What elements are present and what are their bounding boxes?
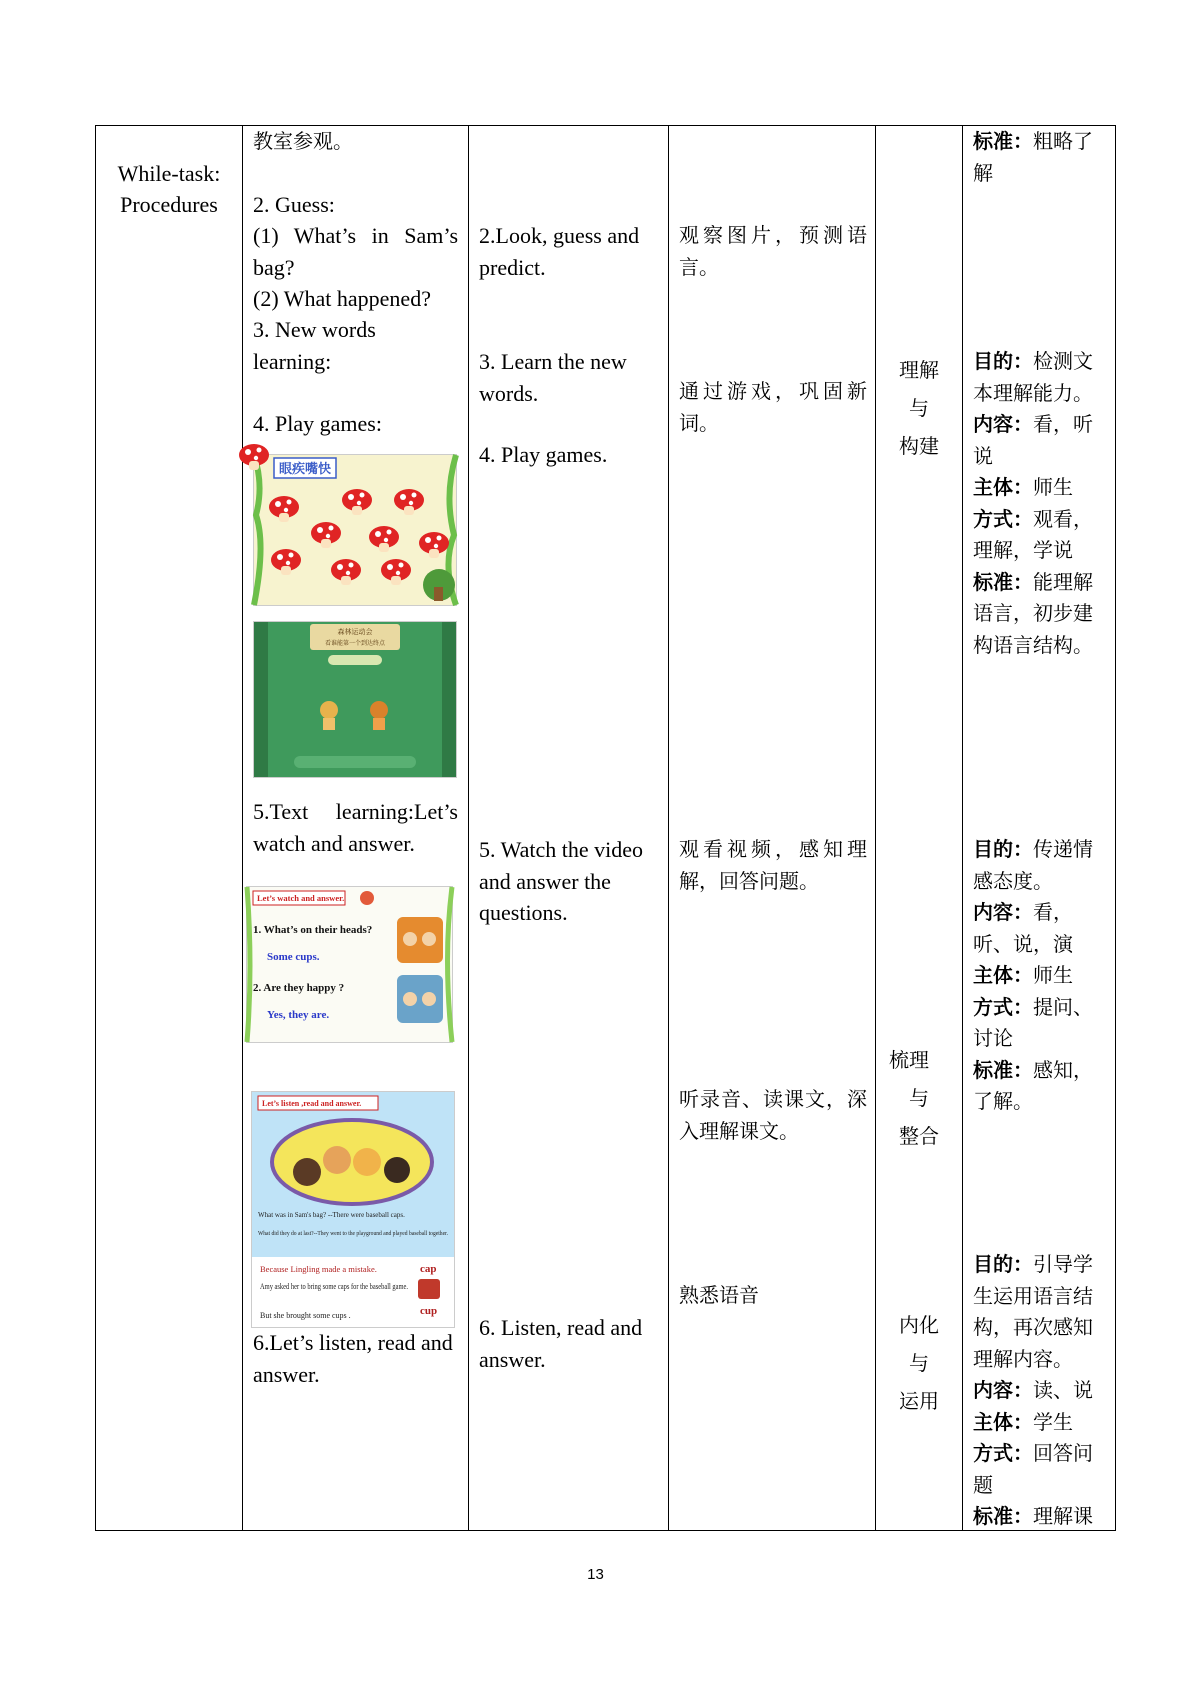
- guess-question-2: (2) What happened?: [253, 286, 431, 311]
- text-learning-heading: 5.Text learning:Let’s watch and answer.: [253, 799, 458, 856]
- student-step-6: 6. Listen, read and answer.: [479, 1315, 643, 1372]
- listen-line2: What did they do at last?--They went to the playground and played baseball together.: [258, 1230, 449, 1237]
- eval3-method-val: 提问、讨论: [973, 994, 1093, 1050]
- evaluation-cell: [963, 126, 1116, 1531]
- purpose-3: 通过游戏，巩固新词。: [679, 379, 867, 435]
- eval4-method-key: 方式：: [973, 1441, 1033, 1465]
- student-step-2: 2.Look, guess and predict.: [479, 223, 640, 280]
- eval3-purpose-key: 目的：: [973, 837, 1033, 861]
- eval1-standard-val: 粗略了解: [973, 129, 1093, 185]
- phase-3: [876, 1306, 962, 1420]
- eval4-purpose-val: 引导学生运用语言结构，再次感知理解内容。: [973, 1252, 1093, 1371]
- eval2-purpose-key: 目的：: [973, 349, 1033, 373]
- student-step-3: 3. Learn the new words.: [479, 349, 627, 406]
- cup-word: cup: [420, 1305, 438, 1317]
- eval-block-3: [973, 834, 1109, 1118]
- page-number: 13: [587, 1566, 604, 1583]
- eval4-standard-key: 标准：: [973, 1504, 1033, 1528]
- stage-cell: [96, 126, 243, 1531]
- student-step-4: 4. Play games.: [479, 442, 608, 467]
- eval3-subject-key: 主体：: [973, 963, 1033, 987]
- phase-2-line3: 整合: [899, 1124, 939, 1148]
- eval3-subject-val: 师生: [1033, 963, 1073, 987]
- eval4-purpose-key: 目的：: [973, 1252, 1033, 1276]
- eval3-standard-key: 标准：: [973, 1057, 1033, 1082]
- eval4-subject-val: 学生: [1033, 1409, 1073, 1434]
- student-activity-cell: [469, 126, 669, 1531]
- eval3-content-val: 看，听、说，演: [973, 900, 1073, 956]
- eval3-method-key: 方式：: [973, 994, 1033, 1019]
- phase-1: [876, 351, 962, 465]
- eval4-subject-key: 主体：: [973, 1409, 1033, 1434]
- game2-subtitle: 看谁能第一个到达终点: [324, 640, 386, 647]
- listen-line5: But she brought some cups .: [260, 1311, 351, 1320]
- watch-answer-slide: [246, 886, 453, 1043]
- eval2-standard-val: 能理解语言，初步建构语言结构。: [973, 569, 1093, 657]
- watch-q2: 2. Are they happy ?: [253, 982, 345, 994]
- watch-slide-header: Let’s watch and answer.: [257, 893, 345, 903]
- phase-2-line2: 与: [909, 1086, 929, 1110]
- phase-1-line1: 理解: [899, 358, 939, 382]
- phase-1-line2: 与: [909, 396, 929, 420]
- eval-block-4: [973, 1249, 1109, 1533]
- purpose-5: 观看视频，感知理解，回答问题。: [679, 837, 867, 893]
- mushroom-game-image: [253, 454, 457, 606]
- eval2-content-val: 看，听说: [973, 412, 1093, 468]
- listen-read-heading: 6.Let’s listen, read and answer.: [253, 1330, 453, 1387]
- listen-line1: What was in Sam's bag? --There were baseball caps.: [258, 1211, 405, 1219]
- eval4-method-val: 回答问题: [973, 1441, 1093, 1497]
- stage-label-line2: Procedures: [120, 192, 218, 217]
- eval-block-1: [973, 126, 1109, 189]
- phase-3-line3: 运用: [899, 1389, 939, 1413]
- eval2-subject-key: 主体：: [973, 475, 1033, 499]
- listen-read-slide: [251, 1091, 455, 1328]
- phase-3-line2: 与: [909, 1351, 929, 1375]
- listen-line3: Because Lingling made a mistake.: [260, 1264, 377, 1274]
- purpose-6: 听录音、读课文，深入理解课文。: [679, 1087, 867, 1143]
- eval-block-2: [973, 346, 1109, 661]
- purpose-cell: [669, 126, 876, 1531]
- new-words-heading: 3. New words learning:: [253, 317, 376, 374]
- eval2-content-key: 内容：: [973, 412, 1033, 436]
- eval2-standard-key: 标准：: [973, 569, 1033, 594]
- listen-line4: Amy asked her to bring some caps for the baseball game.: [260, 1282, 408, 1291]
- cap-word: cap: [420, 1263, 437, 1275]
- top-text: 教室参观。: [253, 129, 353, 153]
- play-games-heading: 4. Play games:: [253, 411, 382, 436]
- eval2-purpose-val: 检测文本理解能力。: [973, 349, 1093, 405]
- eval1-standard-key: 标准：: [973, 129, 1033, 153]
- teacher-activity-cell: [243, 126, 469, 1531]
- phase-2: [866, 1041, 952, 1155]
- game1-title: 眼疾嘴快: [278, 462, 332, 477]
- phase-3-line1: 内化: [899, 1313, 939, 1337]
- eval3-standard-val: 感知，了解。: [973, 1057, 1093, 1113]
- purpose-7: 熟悉语音: [679, 1283, 759, 1307]
- lesson-plan-table: [95, 125, 1116, 1531]
- eval2-subject-val: 师生: [1033, 475, 1073, 499]
- student-step-5: 5. Watch the video and answer the questions.: [479, 837, 644, 925]
- eval4-content-val: 读、说: [1033, 1378, 1093, 1402]
- eval2-method-val: 观看，理解，学说: [973, 506, 1093, 562]
- phase-2-line1: 梳理: [889, 1048, 929, 1072]
- eval2-method-key: 方式：: [973, 506, 1033, 531]
- guess-heading: 2. Guess:: [253, 192, 335, 217]
- purpose-2: 观察图片，预测语言。: [679, 223, 867, 279]
- game2-title: 森林运动会: [337, 628, 373, 636]
- guess-question-1: (1) What’s in Sam’s bag?: [253, 223, 458, 280]
- stage-label-line1: While-task:: [117, 161, 221, 186]
- watch-q1: 1. What’s on their heads?: [253, 924, 373, 936]
- eval3-purpose-val: 传递情感态度。: [973, 837, 1093, 893]
- watch-a1: Some cups.: [267, 951, 320, 963]
- eval4-content-key: 内容：: [973, 1378, 1033, 1402]
- eval3-content-key: 内容：: [973, 900, 1033, 924]
- phase-cell: [876, 126, 963, 1531]
- listen-slide-header: Let’s listen ,read and answer.: [262, 1099, 362, 1108]
- forest-race-game-image: [253, 621, 457, 778]
- eval4-standard-val: 理解课: [1033, 1504, 1093, 1528]
- watch-a2: Yes, they are.: [267, 1009, 330, 1021]
- phase-1-line3: 构建: [899, 434, 939, 458]
